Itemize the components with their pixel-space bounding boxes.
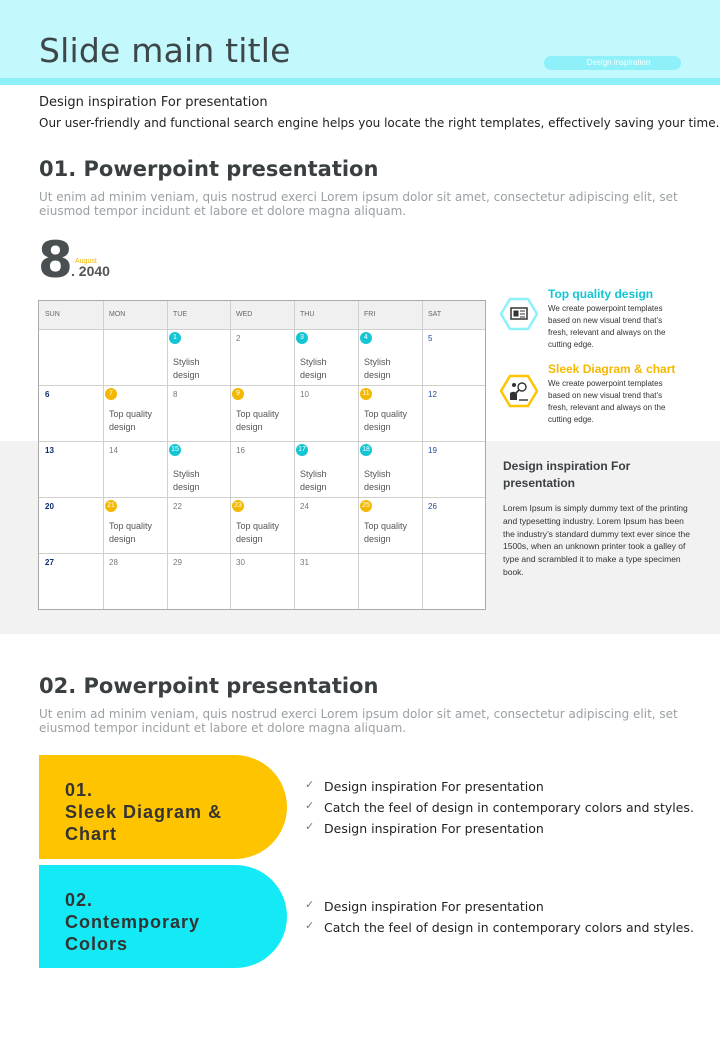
card-sleek-diagram: [39, 755, 287, 859]
calendar-event-note: Stylish design: [173, 357, 200, 380]
calendar-event-note: Top quality design: [364, 409, 408, 432]
checkmark-icon: ✓: [305, 820, 315, 833]
feature-1-body: We create powerpoint templates based on new visual trend that’s fresh, relevant and always on the cutting edge.: [548, 304, 666, 349]
intro-body: Our user-friendly and functional search engine helps you locate the right templates, effectively saving your time.: [39, 116, 720, 130]
section-1-title: 01. Powerpoint presentation: [39, 157, 379, 181]
calendar-event-note: Top quality design: [109, 409, 153, 432]
calendar-event-note: Stylish design: [364, 357, 391, 380]
intro-title: Design inspiration For presentation: [39, 95, 268, 110]
checkmark-icon: ✓: [305, 919, 315, 932]
calendar-grid-line: [103, 301, 104, 609]
calendar-grid-line: [39, 497, 485, 498]
calendar-day-number: 2: [236, 334, 241, 343]
calendar-day-number: 19: [428, 446, 437, 455]
calendar-dayname: SUN: [45, 311, 60, 318]
calendar-day-badge: 18: [360, 444, 372, 456]
calendar-grid-line: [294, 301, 295, 609]
calendar-day-number: 31: [300, 558, 309, 567]
checklist-item-text: Catch the feel of design in contemporary colors and styles.: [324, 920, 694, 935]
checkmark-icon: ✓: [305, 898, 315, 911]
card-1-label: Sleek Diagram & Chart: [65, 802, 223, 844]
calendar-grid-line: [358, 301, 359, 609]
calendar-day-number: 8: [173, 390, 178, 399]
checklist-item-text: Design inspiration For presentation: [324, 899, 544, 914]
calendar-dayname: TUE: [173, 311, 187, 318]
calendar-day-number: 12: [428, 390, 437, 399]
calendar-day-badge: 15: [169, 444, 181, 456]
research-person-icon: [500, 374, 538, 408]
date-day: 8: [38, 231, 73, 289]
calendar-grid-line: [230, 301, 231, 609]
checklist-item-text: Design inspiration For presentation: [324, 779, 544, 794]
calendar-day-number: 5: [428, 334, 433, 343]
feature-2-title: Sleek Diagram & chart: [548, 362, 676, 376]
calendar-event-note: Stylish design: [300, 357, 327, 380]
calendar-event-note: Top quality design: [364, 521, 408, 544]
section-1-body: Ut enim ad minim veniam, quis nostrud exerci Lorem ipsum dolor sit amet, consectetur adipiscing elit, set eiusmod tempor incidunt et labore et dolore magna aliquam.: [39, 190, 678, 218]
calendar-day-badge: 1: [169, 332, 181, 344]
calendar-grid-line: [167, 301, 168, 609]
feature-1-title: Top quality design: [548, 287, 654, 301]
slide-title: Slide main title: [39, 31, 291, 70]
card-1-number: 01.: [65, 780, 94, 800]
section-2-title: 02. Powerpoint presentation: [39, 674, 379, 698]
header-divider: [0, 78, 720, 85]
date-year: . 2040: [71, 263, 110, 279]
calendar-day-badge: 17: [296, 444, 308, 456]
calendar-event-note: Top quality design: [109, 521, 153, 544]
calendar-grid-line: [39, 329, 485, 330]
checklist-item-text: Design inspiration For presentation: [324, 821, 544, 836]
calendar-event-note: Top quality design: [236, 521, 280, 544]
feature-2-body: We create powerpoint templates based on new visual trend that’s fresh, relevant and always on the cutting edge.: [548, 379, 666, 424]
calendar-dayname: FRI: [364, 311, 376, 318]
checklist-item-text: Catch the feel of design in contemporary colors and styles.: [324, 800, 694, 815]
design-info-title: Design inspiration For presentation: [503, 459, 631, 490]
calendar-day-number: 13: [45, 446, 54, 455]
monitor-icon: [500, 297, 538, 331]
calendar-grid-line: [39, 553, 485, 554]
calendar-event-note: Stylish design: [364, 469, 391, 492]
calendar-day-number: 28: [109, 558, 118, 567]
checkmark-icon: ✓: [305, 799, 315, 812]
calendar-day-badge: 23: [232, 500, 244, 512]
design-info-body: Lorem Ipsum is simply dummy text of the printing and typesetting industry. Lorem Ipsum has been the industry’s standard dummy text ever since the 1500s, when an unknown printer took a galley of type and scrambled it to make a type specimen book.: [503, 503, 690, 577]
calendar-day-number: 10: [300, 390, 309, 399]
calendar-grid-line: [39, 441, 485, 442]
calendar-day-number: 6: [45, 390, 50, 399]
calendar: [38, 300, 486, 610]
calendar-day-number: 30: [236, 558, 245, 567]
card-2-number: 02.: [65, 890, 94, 910]
calendar-day-badge: 11: [360, 388, 372, 400]
calendar-day-number: 24: [300, 502, 309, 511]
calendar-header: [39, 301, 485, 329]
calendar-day-badge: 4: [360, 332, 372, 344]
card-contemporary-colors: [39, 865, 287, 968]
calendar-day-badge: 7: [105, 388, 117, 400]
calendar-event-note: Stylish design: [300, 469, 327, 492]
calendar-day-number: 29: [173, 558, 182, 567]
calendar-dayname: MON: [109, 311, 126, 318]
section-2-body: Ut enim ad minim veniam, quis nostrud exerci Lorem ipsum dolor sit amet, consectetur adipiscing elit, set eiusmod tempor incidunt et labore et dolore magna aliquam.: [39, 707, 678, 735]
calendar-event-note: Top quality design: [236, 409, 280, 432]
calendar-day-badge: 21: [105, 500, 117, 512]
calendar-grid-line: [39, 385, 485, 386]
checkmark-icon: ✓: [305, 778, 315, 791]
header-tag: Design inspiration: [544, 56, 681, 70]
calendar-day-number: 14: [109, 446, 118, 455]
calendar-day-number: 16: [236, 446, 245, 455]
card-2-label: Contemporary Colors: [65, 912, 201, 954]
calendar-dayname: WED: [236, 311, 253, 318]
calendar-event-note: Stylish design: [173, 469, 200, 492]
calendar-day-number: 26: [428, 502, 437, 511]
calendar-day-badge: 9: [232, 388, 244, 400]
calendar-dayname: THU: [300, 311, 315, 318]
calendar-day-number: 27: [45, 558, 54, 567]
calendar-dayname: SAT: [428, 311, 442, 318]
calendar-grid-line: [422, 301, 423, 609]
calendar-day-number: 20: [45, 502, 54, 511]
date-month: August: [75, 258, 97, 265]
calendar-day-badge: 25: [360, 500, 372, 512]
calendar-day-badge: 3: [296, 332, 308, 344]
calendar-day-number: 22: [173, 502, 182, 511]
